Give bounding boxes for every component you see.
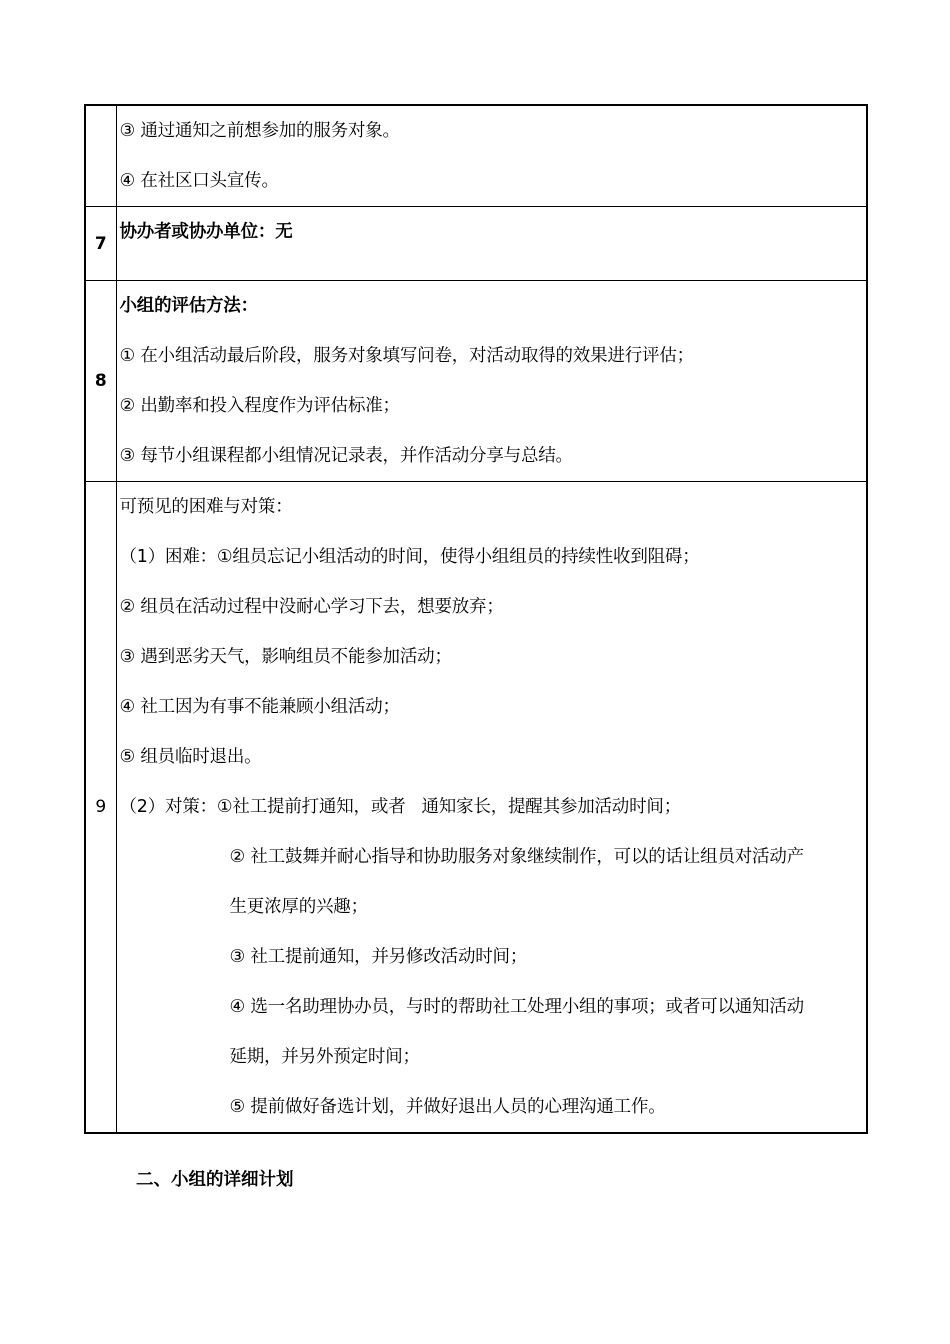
list-item: ② 出勤率和投入程度作为评估标准；: [119, 396, 400, 416]
list-item: ① 在小组活动最后阶段，服务对象填写问卷，对活动取得的效果进行评估；: [119, 346, 694, 366]
row-content: [116, 207, 867, 281]
list-item: ④ 选一名助理协办员，与时的帮助社工处理小组的事项；或者可以通知活动: [229, 997, 804, 1017]
list-item: ③ 通过通知之前想参加的服务对象。: [119, 121, 400, 141]
list-item: ② 社工鼓舞并耐心指导和协助服务对象继续制作，可以的话让组员对活动产: [229, 847, 804, 867]
table-row: [85, 105, 867, 207]
row-number: 7: [85, 207, 116, 281]
list-item: ③ 社工提前通知，并另修改活动时间；: [229, 947, 528, 967]
row-title: 小组的评估方法：: [119, 296, 258, 316]
row-content: [116, 105, 867, 207]
list-item: ⑤ 提前做好备选计划，并做好退出人员的心理沟通工作。: [229, 1097, 666, 1117]
row-title: 协办者或协办单位：无: [119, 222, 293, 242]
list-item: ② 组员在活动过程中没耐心学习下去，想要放弃；: [119, 597, 504, 617]
list-item: （1）困难：①组员忘记小组活动的时间，使得小组组员的持续性收到阻碍；: [119, 547, 700, 567]
row-title: 可预见的困难与对策：: [119, 497, 293, 517]
table-row: [85, 482, 867, 1134]
table-row: [85, 207, 867, 281]
row-number: 9: [85, 482, 116, 1134]
row-content: [116, 482, 867, 1134]
list-item: ④ 社工因为有事不能兼顾小组活动；: [119, 697, 400, 717]
list-item: ③ 遇到恶劣天气，影响组员不能参加活动；: [119, 647, 452, 667]
list-item: ③ 每节小组课程都小组情况记录表，并作活动分享与总结。: [119, 446, 573, 466]
list-item: （2）对策：①社工提前打通知，或者 通知家长，提醒其参加活动时间；: [119, 797, 682, 817]
row-number: [85, 105, 116, 207]
plan-table: [84, 104, 868, 1134]
row-content: [116, 281, 867, 482]
list-item: 生更浓厚的兴趣；: [229, 897, 368, 917]
section-heading: 二、小组的详细计划: [136, 1170, 294, 1190]
list-item: 延期，并另外预定时间；: [229, 1047, 420, 1067]
row-number: 8: [85, 281, 116, 482]
list-item: ④ 在社区口头宣传。: [119, 171, 279, 191]
table-row: [85, 281, 867, 482]
list-item: ⑤ 组员临时退出。: [119, 747, 262, 767]
